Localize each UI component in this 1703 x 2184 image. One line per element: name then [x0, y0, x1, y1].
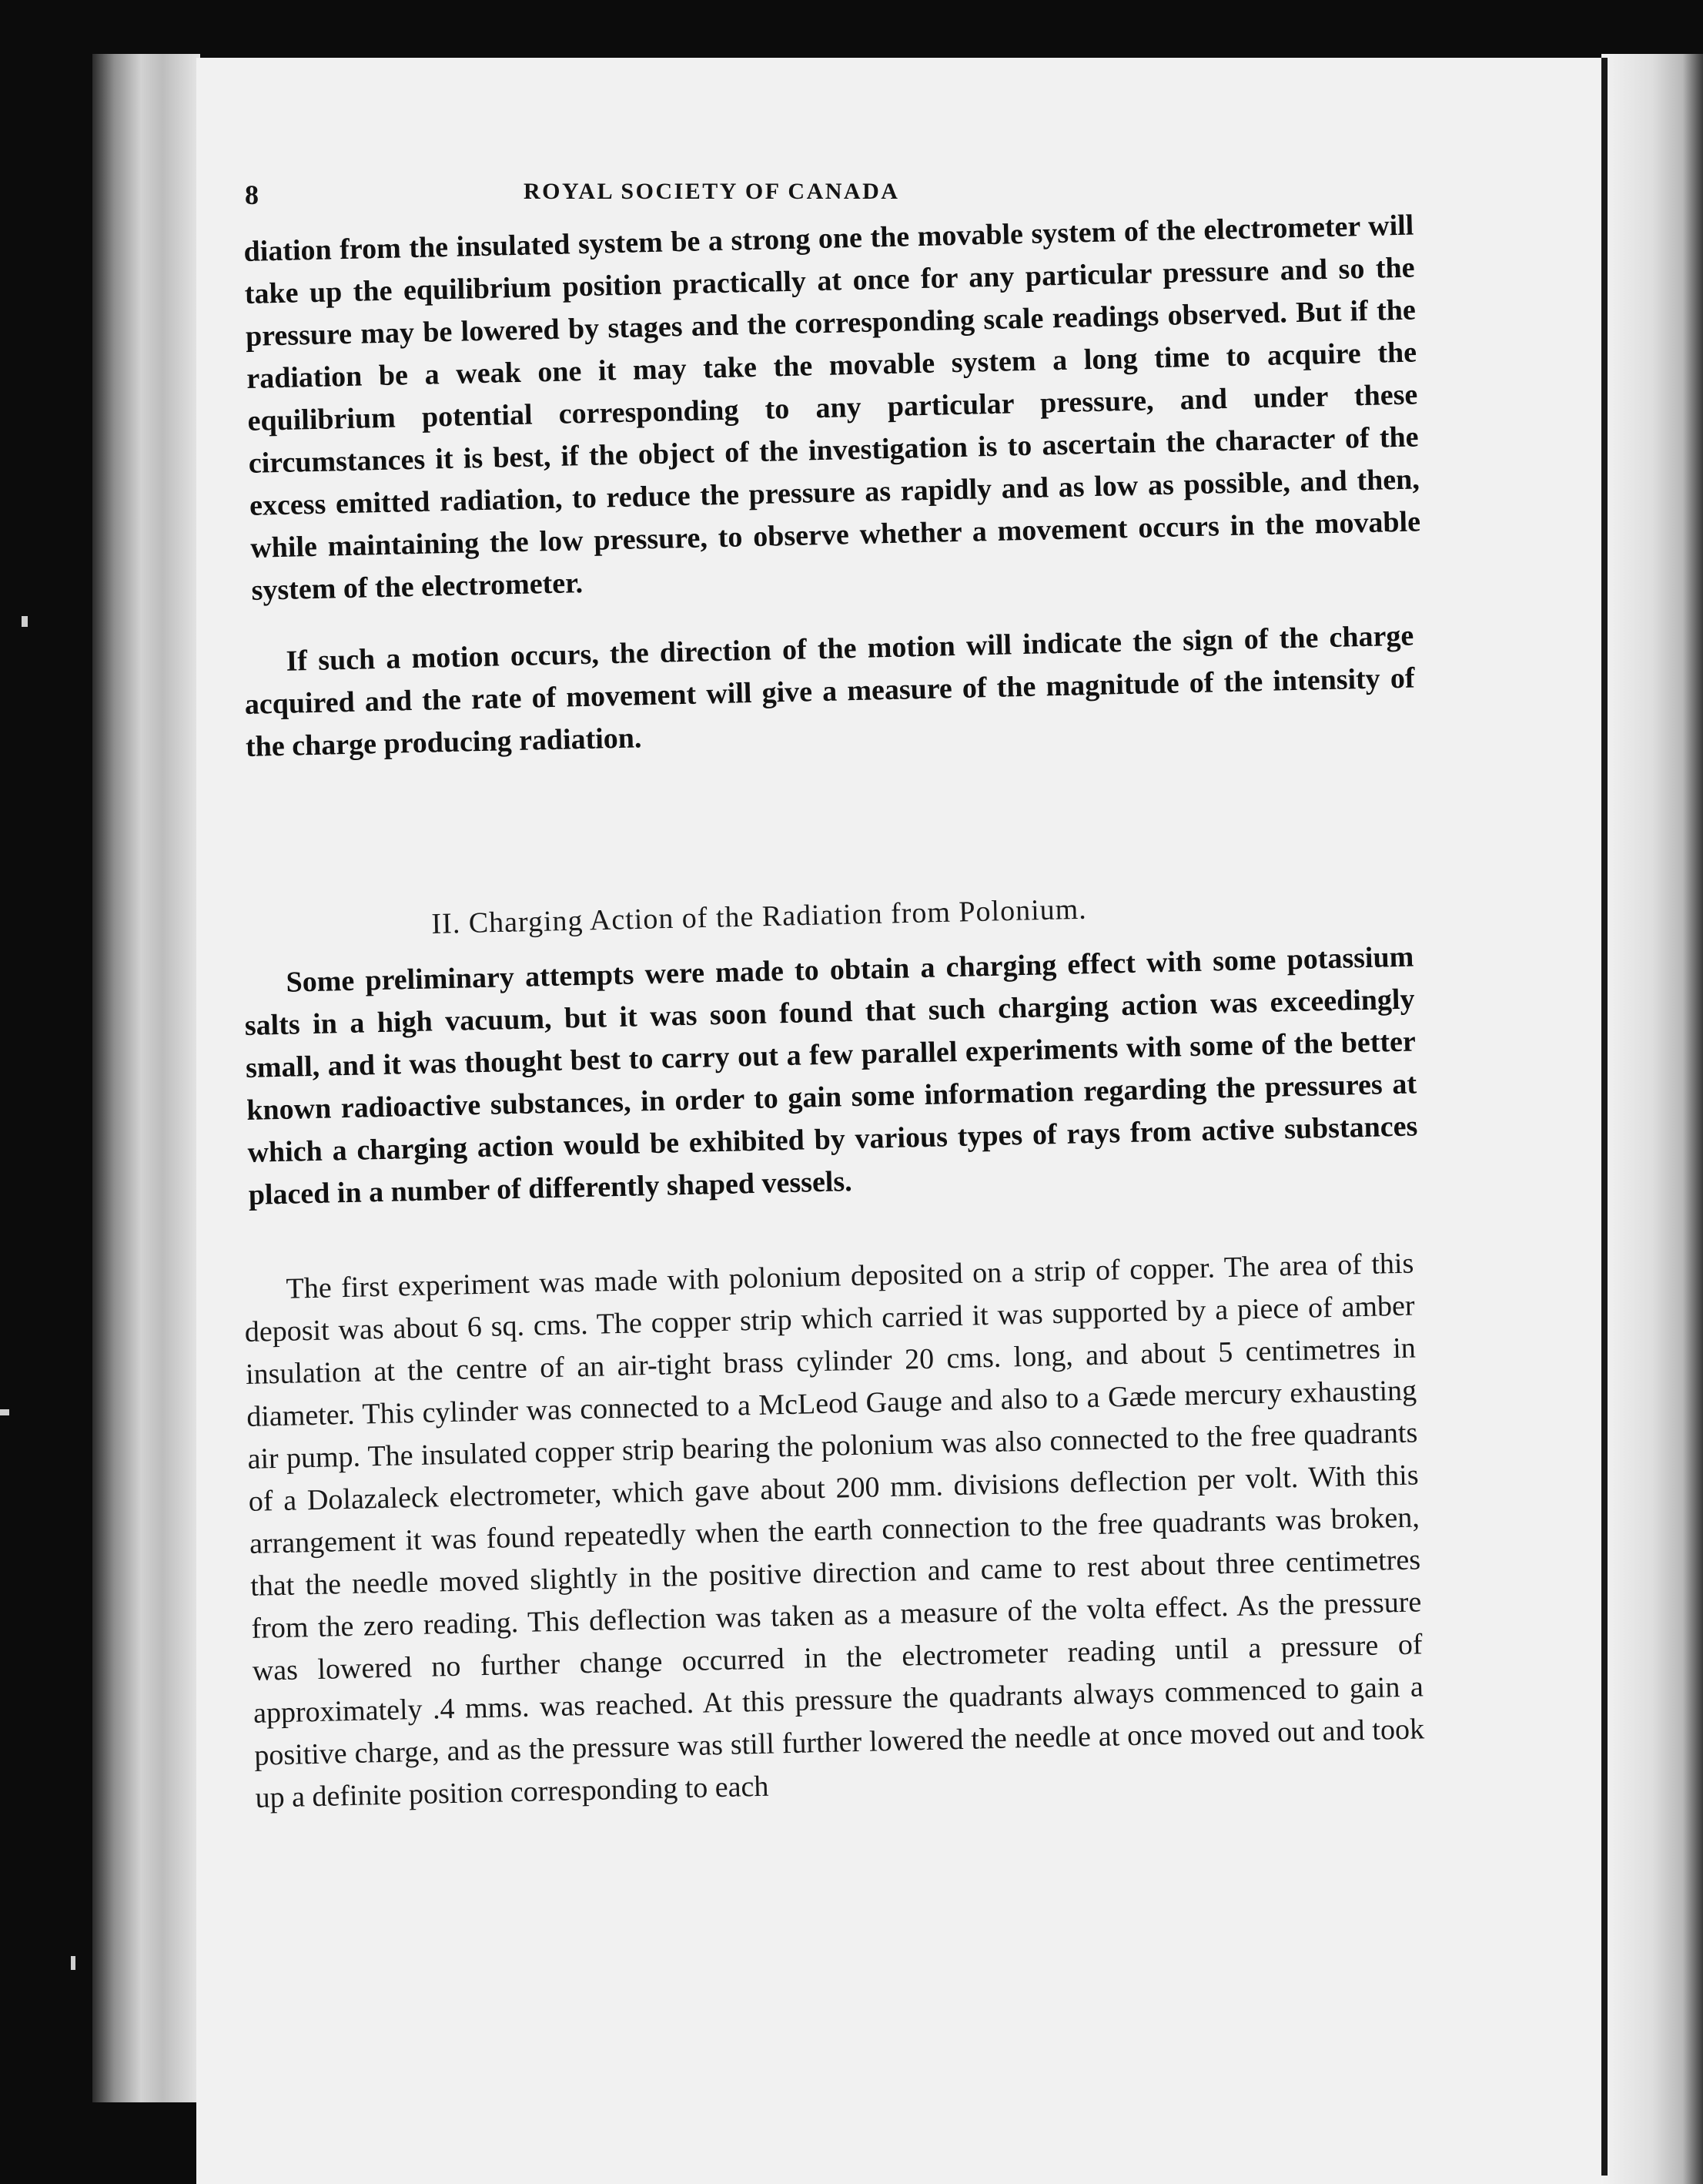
section-heading: II. Charging Action of the Radiation from Polonium.: [431, 893, 1088, 940]
running-head: [0, 179, 1703, 217]
body-paragraph-3: [243, 936, 1419, 1217]
scan-speck: [71, 1956, 75, 1970]
scan-speck: [22, 616, 28, 627]
body-paragraph-1: [243, 205, 1422, 612]
page-number: 8: [245, 179, 259, 210]
scan-speck: [0, 1409, 9, 1415]
book-edge-left: [92, 54, 200, 2102]
paragraph-text: The first experiment was made with polonium deposited on a strip of copper. The area of this deposit was about 6 sq. cms. The copper strip which carried it was supported by a piece of amber insulation at the centre of an air-tight brass cylinder 20 cms. long, and about 5 centimetres in diameter. This cylinder was connected to a McLeod Gauge and also to a Gæde mercury exhausting air pump. The insulated copper strip bearing the polonium was also connected to the free quadrants of a Dolazaleck electrometer, which gave about 200 mm. divisions deflection per volt. With this arrangement it was found repeatedly when the earth connection to the free quadrants was broken, that the needle moved slightly in the positive direction and came to rest about three centimetres from the zero reading. This deflection was taken as a measure of the volta effect. As the pressure was lowered no further change occurred in the electrometer reading until a pressure of approximately .4 mms. was reached. At this pressure the quadrants always commenced to gain a positive charge, and as the pressure was still further lowered the needle at once moved out and took up a definite position corresponding to each: [244, 1247, 1425, 1814]
paragraph-text: diation from the insulated system be a strong one the movable system of the electrometer will take up the equilibrium position practically at once for any particular pressure and so the pressure may be lowered by stages and the corresponding scale readings observed. But if the radiation be a weak one it may take the movable system a long time to acquire the equilibrium potential corresponding to any particular pressure, and under these circumstances it is best, if the object of the investigation is to ascertain the character of the excess emitted radiation, to reduce the pressure as rapidly and as low as possible, and then, while maintaining the low pressure, to observe whether a movement occurs in the movable system of the electrometer.: [243, 209, 1421, 607]
body-paragraph-2: [243, 615, 1416, 769]
paragraph-text: If such a motion occurs, the direction of the motion will indicate the sign of the charge acquired and the rate of movement will give a measure of the magnitude of the intensity of the charge producing radiation.: [244, 619, 1415, 763]
page-gutter-line: [1601, 58, 1608, 2176]
journal-title: ROYAL SOCIETY OF CANADA: [524, 179, 900, 204]
body-paragraph-4: [243, 1243, 1426, 1820]
book-edge-right: [1601, 54, 1703, 2184]
paragraph-text: Some preliminary attempts were made to obtain a charging effect with some potassium salts in a high vacuum, but it was soon found that such charging action was exceedingly small, and it was thought best to carry out a few parallel experiments with some of the better known radioactive substances, in order to gain some information regarding the pressures at which a charging action would be exhibited by various types of rays from active substances placed in a number of differently shaped vessels.: [244, 940, 1418, 1211]
